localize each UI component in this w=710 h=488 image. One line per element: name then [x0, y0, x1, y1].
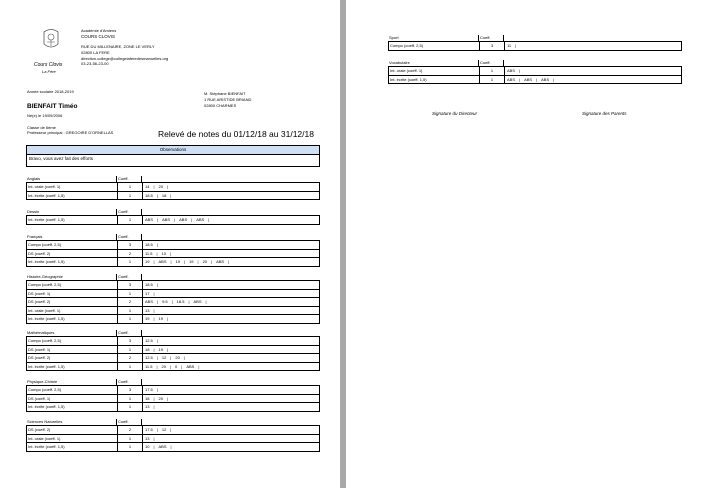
subject-header [26, 176, 320, 182]
subject-header [26, 330, 320, 336]
observations-header: Observations [26, 145, 320, 155]
evaluation-label: Int. écrite (coeff. 1,5) [28, 259, 65, 264]
grade-row [26, 443, 320, 452]
coef-value: 1 [117, 216, 143, 224]
grade-row [26, 290, 320, 299]
grade-value: 17 [145, 290, 150, 296]
grade-value: ABS [158, 259, 167, 264]
subject-block [388, 35, 682, 51]
coef-value: 1 [117, 403, 143, 411]
school-address-1: RUE DU MILLENAIRE, ZONE LE VERLY [81, 44, 155, 49]
evaluation-label: Int. écrite (coeff. 1,5) [28, 316, 65, 321]
coef-header: Coeff. [118, 379, 129, 384]
grade-separator: | [156, 250, 158, 256]
grade-row [388, 42, 682, 51]
subject-header [26, 419, 320, 425]
grades [145, 281, 162, 289]
grade-value: 17.5 [145, 387, 153, 392]
student-name: BIENFAIT Timéo [27, 103, 78, 110]
coef-value: 1 [117, 346, 143, 354]
subject-block [26, 176, 320, 200]
subject-name: Physique-Chimie [27, 379, 58, 384]
report-title: Relevé de notes du 01/12/18 au 31/12/18 [158, 129, 314, 139]
evaluation-label: Int. écrite (coeff. 1,5) [28, 444, 65, 449]
grade-separator: | [153, 444, 155, 449]
coef-value: 3 [117, 241, 143, 249]
grades [145, 298, 211, 306]
grade-value: ABS [524, 76, 533, 82]
subject-name: Français [27, 234, 43, 239]
coef-value: 3 [117, 281, 143, 289]
grades [145, 395, 172, 403]
grade-value: 20 [158, 395, 163, 401]
evaluation-label: Int. orale (coeff. 1) [28, 184, 61, 189]
grade-row [388, 76, 682, 85]
grades [145, 443, 176, 451]
coef-header: Coeff. [118, 274, 129, 279]
grade-row [26, 281, 320, 290]
grade-value: 18.5 [145, 242, 153, 247]
grade-value: 10 [145, 444, 150, 449]
coef-value: 1 [117, 258, 143, 266]
logo-text: Cours Clovis [34, 62, 63, 68]
grade-separator: | [153, 435, 155, 441]
grades [145, 250, 175, 258]
grade-value: 19 [145, 259, 150, 264]
coef-header: Coeff. [480, 35, 491, 40]
subject-header [26, 209, 320, 215]
grade-value: 13 [145, 404, 150, 409]
grade-value: 20 [175, 355, 180, 360]
grade-separator: | [153, 184, 155, 189]
grades [145, 435, 159, 443]
grade-separator: | [156, 338, 158, 343]
coef-value: 1 [117, 183, 143, 191]
coef-value: 1 [117, 307, 143, 315]
coef-value: 1 [117, 290, 143, 298]
grade-separator: | [519, 76, 521, 82]
grade-row [26, 363, 320, 372]
grade-value: 19 [158, 316, 163, 321]
grade-separator: | [171, 299, 173, 304]
grades [145, 337, 162, 345]
grade-separator: | [156, 427, 158, 432]
grade-separator: | [184, 259, 186, 264]
grade-value: 12.5 [145, 338, 153, 343]
grade-value: ABS [507, 68, 516, 73]
subject-header [26, 234, 320, 240]
coef-value: 1 [117, 192, 143, 200]
grade-separator: | [170, 363, 172, 369]
coef-value: 1 [117, 435, 143, 443]
grade-row [26, 298, 320, 307]
grade-separator: | [188, 299, 190, 304]
grade-value: 17.5 [145, 427, 153, 432]
grade-value: 10 [161, 250, 166, 256]
evaluation-label: Compo (coeff. 2,5) [390, 43, 424, 48]
grade-separator: | [156, 363, 158, 369]
grade-row [26, 346, 320, 355]
grades [507, 67, 524, 75]
grade-value: 19 [189, 259, 194, 264]
grade-value: 11.5 [145, 363, 153, 369]
coef-header: Coeff. [118, 330, 129, 335]
grade-separator: | [183, 355, 185, 360]
grade-row [26, 250, 320, 259]
grade-value: ABS [193, 299, 202, 304]
director-signature-label: Signature du Directeur [432, 111, 478, 116]
grade-separator: | [166, 346, 168, 352]
grade-row [26, 435, 320, 444]
recipient-city: 02800 CHARMES [204, 103, 237, 108]
subject-header [26, 274, 320, 280]
grade-separator: | [156, 387, 158, 392]
grade-separator: | [153, 259, 155, 264]
grade-separator: | [198, 363, 200, 369]
grade-value: ABS [507, 76, 516, 82]
grade-separator: | [519, 68, 521, 73]
grades [145, 290, 159, 298]
grade-value: 19 [158, 346, 163, 352]
evaluation-label: Compo (coeff. 2,5) [28, 338, 62, 343]
academy-label: Académie d'Amiens [81, 28, 117, 33]
subject-name: Dessin [27, 209, 40, 214]
grade-row [26, 307, 320, 316]
grades [145, 386, 162, 394]
report-page-1 [0, 0, 340, 488]
school-address-2: 02800 LA FERE [81, 50, 110, 55]
grades [145, 363, 203, 371]
school-year: Année scolaire 2018-2019 [27, 89, 74, 94]
grades [145, 183, 172, 191]
grade-separator: | [153, 307, 155, 313]
grade-row [26, 216, 320, 225]
report-page-2 [346, 0, 710, 488]
subject-name: Mathématiques [27, 330, 55, 335]
grade-separator: | [515, 43, 517, 48]
grades [145, 346, 172, 354]
subject-header [26, 379, 320, 385]
grade-value: 13 [145, 307, 150, 313]
grade-row [26, 337, 320, 346]
grades [145, 258, 233, 266]
grades [145, 192, 175, 200]
grade-value: 18 [145, 346, 150, 352]
evaluation-label: Int. écrite (coeff. 1,5) [390, 76, 427, 82]
grade-value: ABS [541, 76, 550, 82]
grade-value: 18.5 [145, 282, 153, 287]
grade-separator: | [166, 184, 168, 189]
grade-value: ABS [145, 299, 154, 304]
grades [145, 307, 159, 315]
subject-block [26, 209, 320, 225]
grade-row [26, 315, 320, 324]
evaluation-label: Compo (coeff. 2,5) [28, 282, 62, 287]
coef-value: 2 [117, 250, 143, 258]
grade-value: 9.5 [162, 299, 168, 304]
subject-block [26, 234, 320, 267]
grade-separator: | [157, 217, 159, 222]
coef-value: 3 [479, 42, 505, 50]
grades [145, 426, 175, 434]
grade-row [26, 183, 320, 192]
coef-value: 2 [117, 426, 143, 434]
subject-name: Vocabulaire [389, 60, 410, 65]
grade-separator: | [153, 316, 155, 321]
grade-value: 20 [202, 259, 208, 264]
grade-separator: | [553, 76, 555, 82]
evaluation-label: DS (coeff. 2) [28, 355, 51, 360]
coef-value: 2 [117, 298, 143, 306]
evaluation-label: DS (coeff. 1) [28, 290, 51, 296]
grade-separator: | [536, 76, 538, 82]
grades [145, 354, 189, 362]
grade-separator: | [170, 259, 172, 264]
parents-signature-label: Signature des Parents [582, 111, 627, 116]
grade-value: 11 [507, 43, 512, 48]
grade-value: 12.5 [145, 355, 153, 360]
grade-value: 12 [161, 355, 167, 360]
grade-value: 18.5 [145, 192, 153, 198]
grades [145, 403, 159, 411]
coef-value: 3 [117, 386, 143, 394]
grade-separator: | [191, 217, 193, 222]
grade-value: ABS [158, 444, 167, 449]
grades [145, 241, 162, 249]
subject-name: Sciences Naturelles [27, 419, 63, 424]
grade-value: 19 [145, 316, 150, 321]
evaluation-label: Compo (coeff. 2,5) [28, 387, 62, 392]
evaluation-label: Int. écrite (coeff. 1,5) [28, 217, 65, 222]
grade-value: 20 [161, 363, 166, 369]
observations-text: Bravo, vous avez fait des efforts [26, 155, 320, 167]
grade-value: ABS [179, 217, 188, 222]
subject-header [388, 60, 682, 66]
evaluation-label: DS (coeff. 1) [28, 346, 51, 352]
grade-separator: | [170, 192, 172, 198]
grade-separator: | [153, 404, 155, 409]
subject-name: Histoire-Géographie [27, 274, 63, 279]
school-email: direction.college@collegelaferedesmanuelles.org [81, 56, 169, 61]
subject-block [26, 419, 320, 452]
coef-header: Coeff. [480, 60, 491, 65]
coef-value: 1 [117, 443, 143, 451]
grade-value: 11.5 [145, 250, 153, 256]
grade-separator: | [156, 192, 158, 198]
main-teacher: Professeur principal : GREGOIRE D'ORNELLAS [27, 130, 114, 135]
grade-separator: | [208, 217, 210, 222]
grade-separator: | [181, 363, 183, 369]
grade-separator: | [170, 444, 172, 449]
evaluation-label: Int. écrite (coeff. 1,5) [28, 363, 65, 369]
grades [507, 42, 520, 50]
evaluation-label: DS (coeff. 1) [28, 395, 51, 401]
evaluation-label: Compo (coeff. 2,5) [28, 242, 62, 247]
grade-row [26, 426, 320, 435]
coef-header: Coeff. [118, 419, 129, 424]
grade-separator: | [197, 259, 199, 264]
coef-value: 2 [117, 354, 143, 362]
grade-value: 18 [161, 192, 167, 198]
grades [507, 76, 558, 84]
student-birth: Né(e) le 19/09/2006 [27, 113, 63, 118]
grade-row [26, 386, 320, 395]
evaluation-label: Int. orale (coeff. 1) [28, 435, 61, 441]
subject-header [388, 35, 682, 41]
coef-value: 3 [117, 337, 143, 345]
grade-separator: | [170, 355, 172, 360]
grade-row [26, 403, 320, 412]
grade-separator: | [228, 259, 230, 264]
grade-value: 0 [175, 363, 178, 369]
school-logo [36, 28, 66, 64]
grade-row [26, 258, 320, 267]
grade-row [26, 354, 320, 363]
evaluation-label: Int. écrite (coeff. 1,5) [28, 192, 65, 198]
grade-separator: | [153, 290, 155, 296]
grade-value: 18 [145, 395, 150, 401]
evaluation-label: Int. écrite (coeff. 1,5) [28, 404, 65, 409]
grade-separator: | [156, 355, 158, 360]
grade-separator: | [157, 299, 159, 304]
grade-separator: | [166, 395, 168, 401]
grades [145, 315, 172, 323]
coef-value: 1 [117, 315, 143, 323]
coef-header: Coeff. [118, 209, 129, 214]
coef-header: Coeff. [118, 176, 129, 181]
grade-value: 18.5 [176, 299, 185, 304]
grade-separator: | [170, 427, 172, 432]
subject-name: Anglais [27, 176, 41, 181]
evaluation-label: Int. orale (coeff. 1) [390, 68, 423, 73]
grade-value: ABS [162, 217, 171, 222]
evaluation-label: DS (coeff. 2) [28, 299, 51, 304]
evaluation-label: DS (coeff. 2) [28, 427, 51, 432]
student-class: Classe de 6ème [27, 125, 56, 130]
grade-value: 19 [175, 259, 181, 264]
observations-box [26, 145, 320, 165]
subject-name: Sport [389, 35, 399, 40]
coef-value: 1 [479, 76, 505, 84]
evaluation-label: DS (coeff. 2) [28, 250, 51, 256]
grade-separator: | [170, 250, 172, 256]
subject-block [26, 330, 320, 371]
grade-separator: | [211, 259, 213, 264]
subject-block [26, 274, 320, 324]
subject-block [388, 60, 682, 84]
grade-row [388, 67, 682, 76]
logo-subtext: La Fère [42, 69, 56, 74]
grade-value: ABS [216, 259, 225, 264]
evaluation-label: Int. orale (coeff. 1) [28, 307, 61, 313]
grades [145, 216, 213, 224]
grade-separator: | [153, 346, 155, 352]
grade-separator: | [156, 242, 158, 247]
grade-row [26, 395, 320, 404]
grade-value: ABS [145, 217, 154, 222]
school-phone: 03-23-56-23-00 [81, 61, 109, 66]
school-name: COURS CLOVIS [81, 34, 116, 39]
coef-value: 1 [479, 67, 505, 75]
grade-row [26, 241, 320, 250]
grade-value: 12 [161, 427, 167, 432]
grade-separator: | [156, 282, 158, 287]
coef-header: Coeff. [118, 234, 129, 239]
grade-separator: | [166, 316, 168, 321]
coef-value: 1 [117, 395, 143, 403]
recipient-name: M. Stéphane BIENFAIT [204, 91, 246, 96]
grade-value: ABS [186, 363, 195, 369]
grade-value: 20 [158, 184, 163, 189]
grade-value: ABS [196, 217, 205, 222]
coef-value: 1 [117, 363, 143, 371]
grade-separator: | [205, 299, 207, 304]
grade-row [26, 192, 320, 201]
grade-separator: | [174, 217, 176, 222]
grade-value: 14 [145, 184, 150, 189]
recipient-street: 1 RUE ARISTIDE BRIAND [204, 97, 252, 102]
grade-value: 13 [145, 435, 150, 441]
subject-block [26, 379, 320, 412]
grade-separator: | [153, 395, 155, 401]
